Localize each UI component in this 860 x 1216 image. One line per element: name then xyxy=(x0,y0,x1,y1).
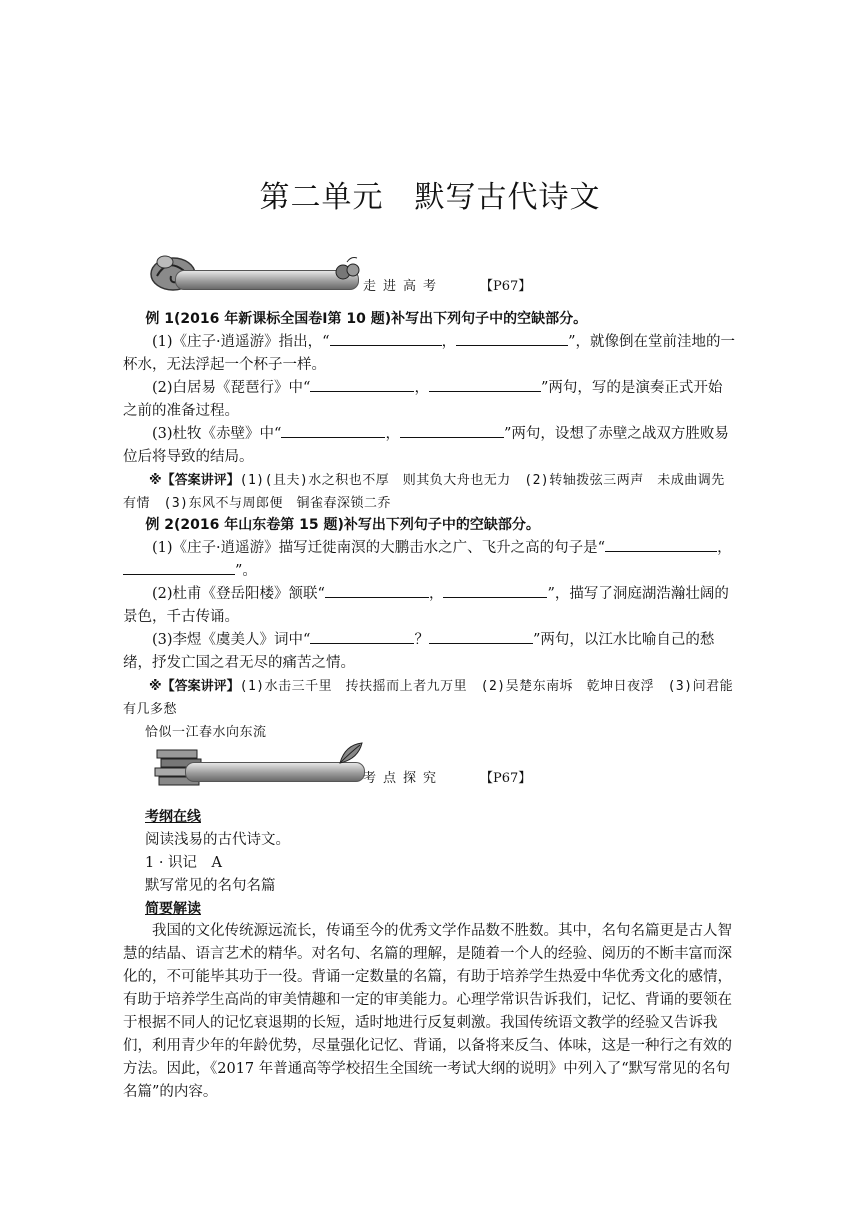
example-2-heading: 例 2(2016 年山东卷第 15 题)补写出下列句子中的空缺部分。 xyxy=(145,517,540,533)
example-1-q2: (2)白居易《琵琶行》中“ ， ”两句，写的是演奏正式开始之前的准备过程。 xyxy=(123,377,735,423)
section-header-kaodian xyxy=(145,738,605,788)
example-1-q1: (1)《庄子·逍遥游》指出，“ ， ”，就像倒在堂前洼地的一杯水，无法浮起一个杯子一样。 xyxy=(123,331,735,377)
page-title: 第二单元 默写古代诗文 xyxy=(259,180,601,215)
header-bar xyxy=(175,270,359,290)
example-2-q1: (1)《庄子·逍遥游》描写迁徙南溟的大鹏击水之广、飞升之高的句子是“ ，”。 xyxy=(123,537,735,583)
example-1-q3: (3)杜牧《赤壁》中“ ， ”两句，设想了赤壁之战双方胜败易位后将导致的结局。 xyxy=(123,423,735,469)
section-label: 走进高考 xyxy=(363,279,444,294)
section-label: 考点探究 xyxy=(363,771,444,786)
brief-heading: 简要解读 xyxy=(145,901,201,917)
example-2-q2: (2)杜甫《登岳阳楼》颔联“ ， ”，描写了洞庭湖浩瀚壮阔的景色，千古传诵。 xyxy=(123,583,735,629)
example-2-q3: (3)李煜《虞美人》词中“ ？ ”两句，以江水比喻自己的愁绪，抒发亡国之君无尽的痛苦之情。 xyxy=(123,629,735,675)
brief-section xyxy=(123,920,735,1104)
outline-line-1: 阅读浅易的古代诗文。 xyxy=(145,832,290,848)
example-1-heading: 例 1(2016 年新课标全国卷Ⅰ第 10 题)补写出下列句子中的空缺部分。 xyxy=(145,311,588,327)
brief-text: 我国的文化传统源远流长，传诵至今的优秀文学作品数不胜数。其中，名句名篇更是古人智慧的结晶、语言艺术的精华。对名句、名篇的理解，是随着一个人的经验、阅历的不断丰富而深化的，不可能毕其功于一役。背诵一定数量的名篇，有助于培养学生热爱中华优秀文化的感情，有助于培养学生高尚的审美情趣和一定的审美能力。心理学常识告诉我们，记忆、背诵的要领在于根据不同人的记忆衰退期的长短，适时地进行反复刺激。我国传统语文教学的经验又告诉我们，利用青少年的年龄优势，尽量强化记忆、背诵，以备将来反刍、体味，这是一种行之有效的方法。因此，《2017 年普通高等学校招生全国统一考试大纲的说明》中列入了“默写常见的名句名篇”的内容。 xyxy=(123,923,732,1100)
outline-line-3: 默写常见的名句名篇 xyxy=(145,878,276,894)
page-ref: 【P67】 xyxy=(480,279,532,294)
fruit-icon xyxy=(333,254,363,284)
section-header-gaokao xyxy=(145,246,605,296)
outline-heading: 考纲在线 xyxy=(145,809,201,825)
example-2-answer: ※【答案讲评】(1)水击三千里 抟扶摇而上者九万里 (2)吴楚东南坼 乾坤日夜浮 (3)问君能有几多愁 xyxy=(123,679,734,717)
outline-section xyxy=(145,806,735,921)
leaf-icon xyxy=(335,738,365,768)
example-1 xyxy=(123,308,735,515)
example-2-answer-cont: 恰似一江春水向东流 xyxy=(145,725,267,740)
example-2 xyxy=(123,514,735,744)
example-1-answer: ※【答案讲评】(1)(且夫)水之积也不厚 则其负大舟也无力 (2)转轴拨弦三两声 未成曲调先有情 (3)东风不与周郎便 铜雀春深锁二乔 xyxy=(123,473,725,511)
outline-line-2: 1 · 识记 A xyxy=(145,855,223,871)
page-ref: 【P67】 xyxy=(480,771,532,786)
